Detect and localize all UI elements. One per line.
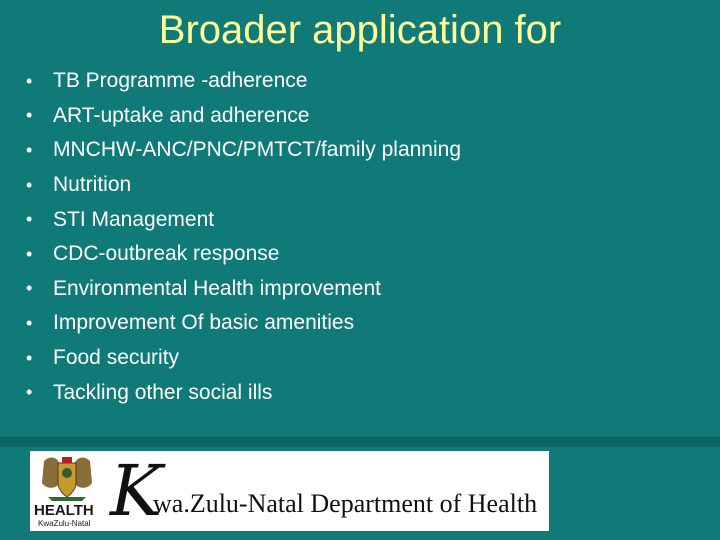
list-item xyxy=(26,272,461,307)
department-logo-banner xyxy=(30,451,549,531)
department-name: wa.Zulu-Natal Department of Health xyxy=(153,489,538,518)
list-item xyxy=(26,237,461,272)
bullet-dot: • xyxy=(26,209,33,230)
list-item xyxy=(26,375,461,410)
bullet-dot: • xyxy=(26,312,33,333)
list-item xyxy=(26,64,461,99)
bullet-dot: • xyxy=(26,139,33,160)
bullet-dot: • xyxy=(26,243,33,264)
logo-k-letter: K xyxy=(110,451,163,531)
footer-divider xyxy=(0,437,720,447)
list-item xyxy=(26,133,461,168)
bullet-text: Food security xyxy=(53,346,180,370)
bullet-text: Tackling other social ills xyxy=(53,380,273,404)
list-item xyxy=(26,168,461,203)
bullet-text: CDC-outbreak response xyxy=(53,242,280,266)
bullet-text: Improvement Of basic amenities xyxy=(53,311,355,335)
bullet-text: TB Programme -adherence xyxy=(53,69,308,93)
crest-sublabel: KwaZulu-Natal xyxy=(38,519,91,528)
bullet-text: ART-uptake and adherence xyxy=(53,103,310,127)
coat-of-arms-icon xyxy=(36,455,98,503)
list-item xyxy=(26,99,461,134)
bullet-dot: • xyxy=(26,347,33,368)
bullet-dot: • xyxy=(26,278,33,299)
slide-title: Broader application for xyxy=(158,8,562,52)
bullet-dot: • xyxy=(26,70,33,91)
bullet-text: Nutrition xyxy=(53,173,132,197)
bullet-text: MNCHW-ANC/PNC/PMTCT/family planning xyxy=(53,138,462,162)
bullet-list xyxy=(26,64,461,410)
bullet-text: Environmental Health improvement xyxy=(53,276,381,300)
bullet-text: STI Management xyxy=(53,207,215,231)
crest-label: HEALTH xyxy=(34,502,94,519)
bullet-dot: • xyxy=(26,174,33,195)
list-item xyxy=(26,202,461,237)
bullet-dot: • xyxy=(26,105,33,126)
bullet-dot: • xyxy=(26,382,33,403)
list-item xyxy=(26,341,461,376)
list-item xyxy=(26,306,461,341)
